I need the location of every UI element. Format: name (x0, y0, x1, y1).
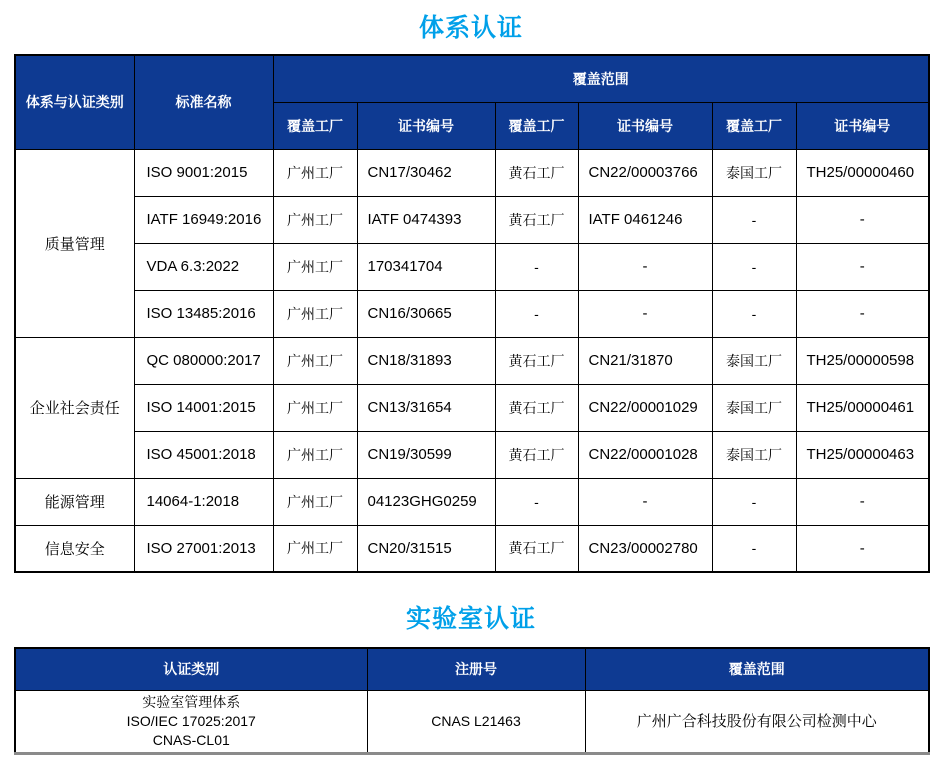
table-row (15, 525, 929, 572)
factory-cell: - (712, 290, 796, 337)
certificate-cell: CN22/00001029 (578, 384, 712, 431)
header-factory-1: 覆盖工厂 (273, 102, 357, 149)
lab-category-line: CNAS-CL01 (152, 731, 230, 748)
lab-cert-header (15, 648, 929, 690)
certificate-cell: - (796, 478, 929, 525)
certificate-cell: - (578, 478, 712, 525)
header-certno-1: 证书编号 (357, 102, 495, 149)
certificate-cell: - (578, 243, 712, 290)
certificate-cell: TH25/00000461 (796, 384, 929, 431)
table-row (15, 690, 929, 753)
certificate-cell: TH25/00000598 (796, 337, 929, 384)
table-row (15, 243, 929, 290)
factory-cell: 泰国工厂 (712, 337, 796, 384)
certificate-cell: - (796, 525, 929, 572)
header-standard: 标准名称 (134, 55, 273, 149)
factory-cell: 黄石工厂 (495, 337, 578, 384)
header-category: 体系与认证类别 (15, 55, 134, 149)
factory-cell: 广州工厂 (273, 290, 357, 337)
certificate-cell: CN13/31654 (357, 384, 495, 431)
certificate-cell: CN23/00002780 (578, 525, 712, 572)
certificate-cell: CN18/31893 (357, 337, 495, 384)
certificate-cell: CN19/30599 (357, 431, 495, 478)
certificate-cell: 04123GHG0259 (357, 478, 495, 525)
standard-cell: IATF 16949:2016 (134, 196, 273, 243)
lab-cert-title: 实验室认证 (405, 605, 536, 633)
factory-cell: - (712, 196, 796, 243)
factory-cell: 黄石工厂 (495, 149, 578, 196)
table-row (15, 384, 929, 431)
certificate-cell: CN16/30665 (357, 290, 495, 337)
header-coverage: 覆盖范围 (273, 55, 929, 102)
standard-cell: ISO 13485:2016 (134, 290, 273, 337)
factory-cell: 广州工厂 (273, 149, 357, 196)
factory-cell: - (495, 478, 578, 525)
factory-cell: 黄石工厂 (495, 196, 578, 243)
factory-cell: 黄石工厂 (495, 431, 578, 478)
standard-cell: ISO 14001:2015 (134, 384, 273, 431)
factory-cell: 黄石工厂 (495, 384, 578, 431)
system-cert-table (14, 54, 930, 573)
lab-cert-table (14, 647, 930, 755)
certificate-cell: CN22/00003766 (578, 149, 712, 196)
header-row-1 (15, 55, 929, 102)
factory-cell: - (495, 243, 578, 290)
factory-cell: 泰国工厂 (712, 431, 796, 478)
factory-cell: - (712, 243, 796, 290)
lab-header-category: 认证类别 (15, 648, 367, 690)
certificate-cell: IATF 0474393 (357, 196, 495, 243)
factory-cell: 泰国工厂 (712, 384, 796, 431)
standard-cell: VDA 6.3:2022 (134, 243, 273, 290)
system-cert-header (15, 55, 929, 149)
certificate-cell: IATF 0461246 (578, 196, 712, 243)
system-cert-tbody (15, 149, 929, 572)
factory-cell: 广州工厂 (273, 243, 357, 290)
table-row (15, 337, 929, 384)
table-row (15, 478, 929, 525)
lab-header-row (15, 648, 929, 690)
factory-cell: 广州工厂 (273, 337, 357, 384)
factory-cell: 广州工厂 (273, 431, 357, 478)
standard-cell: QC 080000:2017 (134, 337, 273, 384)
category-cell: 企业社会责任 (15, 337, 134, 478)
lab-category-line: 实验室管理体系 (142, 693, 241, 710)
certificate-cell: CN20/31515 (357, 525, 495, 572)
category-cell: 信息安全 (15, 525, 134, 572)
factory-cell: - (712, 525, 796, 572)
certificate-cell: 170341704 (357, 243, 495, 290)
factory-cell: - (495, 290, 578, 337)
factory-cell: 黄石工厂 (495, 525, 578, 572)
certificate-cell: TH25/00000460 (796, 149, 929, 196)
header-factory-2: 覆盖工厂 (495, 102, 578, 149)
certificate-cell: TH25/00000463 (796, 431, 929, 478)
standard-cell: ISO 27001:2013 (134, 525, 273, 572)
certificate-cell: CN21/31870 (578, 337, 712, 384)
category-cell: 能源管理 (15, 478, 134, 525)
certificate-cell: - (796, 290, 929, 337)
table-row (15, 290, 929, 337)
header-factory-3: 覆盖工厂 (712, 102, 796, 149)
lab-header-scope: 覆盖范围 (585, 648, 929, 690)
factory-cell: 广州工厂 (273, 196, 357, 243)
certificate-cell: CN17/30462 (357, 149, 495, 196)
certificate-cell: - (796, 196, 929, 243)
table-row (15, 431, 929, 478)
standard-cell: ISO 9001:2015 (134, 149, 273, 196)
lab-category-cell (15, 690, 367, 753)
lab-header-registration: 注册号 (367, 648, 585, 690)
lab-category-line: ISO/IEC 17025:2017 (126, 712, 256, 729)
lab-registration-cell: CNAS L21463 (367, 690, 585, 753)
header-certno-2: 证书编号 (578, 102, 712, 149)
standard-cell: 14064-1:2018 (134, 478, 273, 525)
lab-cert-tbody (15, 690, 929, 753)
certificate-cell: - (578, 290, 712, 337)
system-cert-title: 体系认证 (418, 14, 523, 42)
lab-scope-cell: 广州广合科技股份有限公司检测中心 (585, 690, 929, 753)
table-row (15, 149, 929, 196)
factory-cell: 广州工厂 (273, 384, 357, 431)
factory-cell: 广州工厂 (273, 478, 357, 525)
table-row (15, 196, 929, 243)
certificate-cell: CN22/00001028 (578, 431, 712, 478)
category-cell: 质量管理 (15, 149, 134, 337)
certificate-cell: - (796, 243, 929, 290)
factory-cell: 广州工厂 (273, 525, 357, 572)
standard-cell: ISO 45001:2018 (134, 431, 273, 478)
factory-cell: 泰国工厂 (712, 149, 796, 196)
factory-cell: - (712, 478, 796, 525)
header-certno-3: 证书编号 (796, 102, 929, 149)
